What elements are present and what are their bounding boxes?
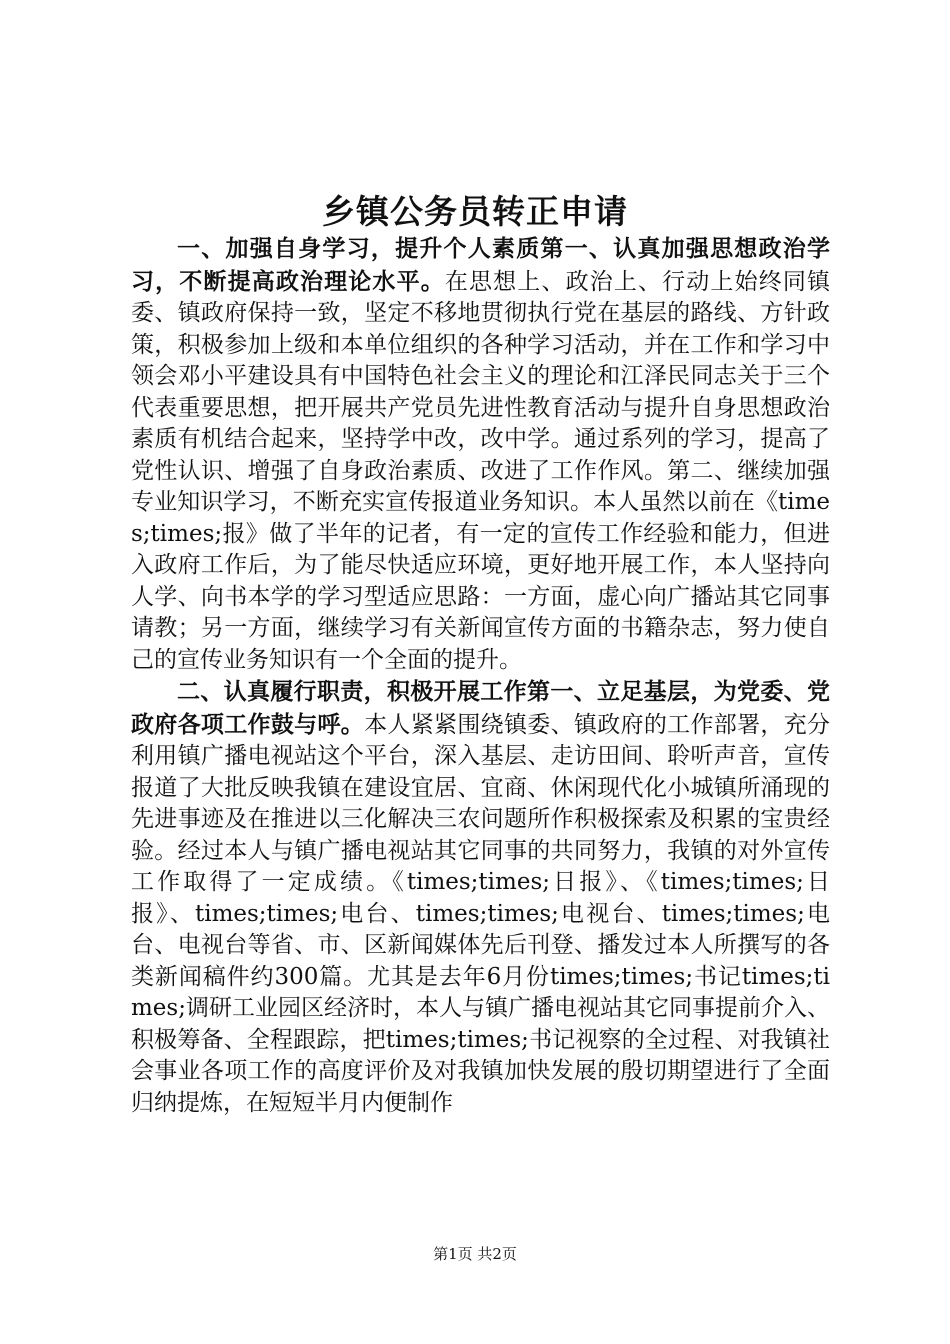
paragraph-1	[131, 233, 830, 676]
document-body	[131, 233, 830, 1119]
paragraph-2	[131, 676, 830, 1119]
paragraph-2-text: 本人紧紧围绕镇委、镇政府的工作部署，充分利用镇广播电视站这个平台，深入基层、走访田间、聆听声音，宣传报道了大批反映我镇在建设宜居、宜商、休闲现代化小城镇所涌现的先进事迹及在推进以三化解决三农问题所作积极探索及积累的宝贵经验。经过本人与镇广播电视站其它同事的共同努力，我镇的对外宣传工作取得了一定成绩。《times;times;日报》、《times;times;日报》、times;times;电台、times;times;电视台、times;times;电台、电视台等省、市、区新闻媒体先后刊登、播发过本人所撰写的各类新闻稿件约300篇。尤其是去年6月份times;times;书记times;times;调研工业园区经济时，本人与镇广播电视站其它同事提前介入、积极筹备、全程跟踪，把times;times;书记视察的全过程、对我镇社会事业各项工作的高度评价及对我镇加快发展的殷切期望进行了全面归纳提炼，在短短半月内便制作	[131, 711, 831, 1116]
page-footer: 第1页 共2页	[433, 1245, 517, 1263]
paragraph-1-lead: 一、加强自身学习，提升个人素质第一、认真加强思想政治学习，不断提高政治理论水平。	[131, 235, 830, 295]
page-title: 乡镇公务员转正申请	[322, 192, 628, 231]
paragraph-1-text: 在思想上、政治上、行动上始终同镇委、镇政府保持一致，坚定不移地贯彻执行党在基层的路线、方针政策，积极参加上级和本单位组织的各种学习活动，并在工作和学习中领会邓小平建设具有中国特色社会主义的理论和江泽民同志关于三个代表重要思想，把开展共产党员先进性教育活动与提升自身思想政治素质有机结合起来，坚持学中改，改中学。通过系列的学习，提高了党性认识、增强了自身政治素质、改进了工作作风。第二、继续加强专业知识学习，不断充实宣传报道业务知识。本人虽然以前在《times;times;报》做了半年的记者，有一定的宣传工作经验和能力，但进入政府工作后，为了能尽快适应环境，更好地开展工作，本人坚持向人学、向书本学的学习型适应思路：一方面，虚心向广播站其它同事请教；另一方面，继续学习有关新闻宣传方面的书籍杂志，努力使自己的宣传业务知识有一个全面的提升。	[131, 268, 831, 673]
paragraph-2-lead: 二、认真履行职责，积极开展工作第一、立足基层，为党委、党政府各项工作鼓与呼。	[131, 678, 830, 738]
